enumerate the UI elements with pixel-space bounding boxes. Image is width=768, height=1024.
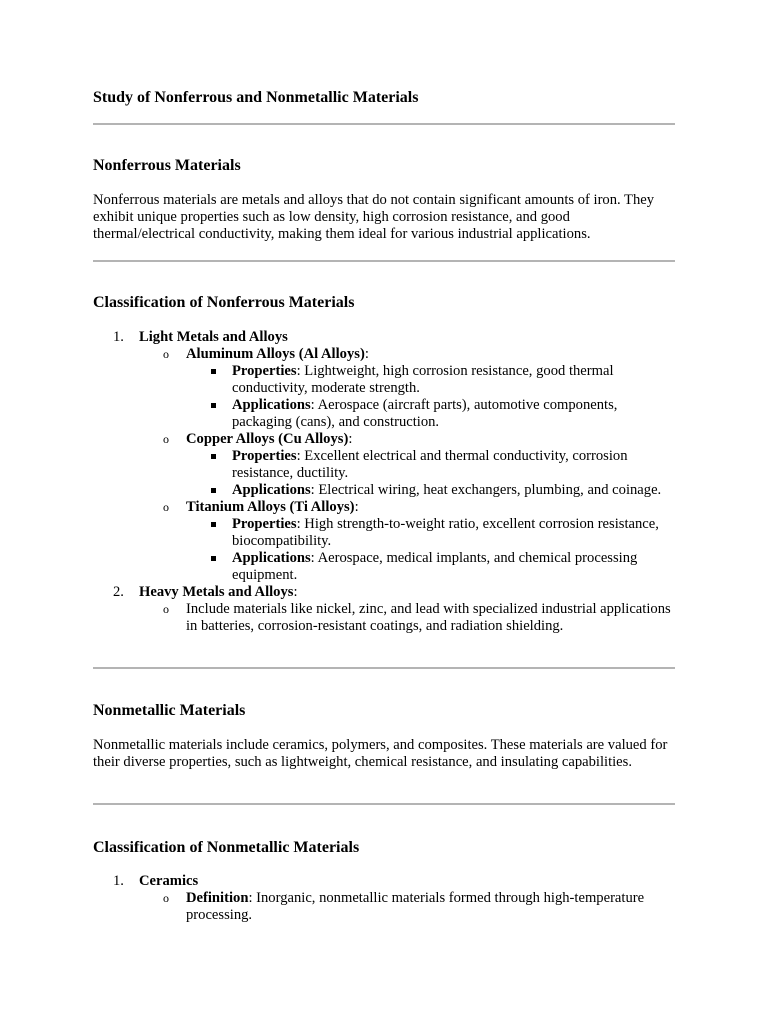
punctuation: : xyxy=(354,499,359,515)
list-item xyxy=(93,601,675,635)
punctuation: : xyxy=(364,346,369,362)
list-item-label: Titanium Alloys (Ti Alloys) xyxy=(186,499,355,515)
detail-list xyxy=(93,363,675,431)
detail-list xyxy=(93,516,675,584)
detail-label: Applications xyxy=(232,550,311,566)
divider xyxy=(93,667,675,669)
section-heading-classification-nonferrous: Classification of Nonferrous Materials xyxy=(93,294,355,311)
square-bullet-icon xyxy=(211,488,216,493)
sublist-container xyxy=(93,601,675,635)
list-item xyxy=(93,431,675,499)
list-item-text: Include materials like nickel, zinc, and lead with specialized industrial applications in batteries, corrosion-resistant coatings, and radiation shielding. xyxy=(186,601,671,634)
punctuation: : xyxy=(348,431,353,447)
sublist-container xyxy=(93,346,675,584)
hollow-bullet-icon: o xyxy=(163,432,169,446)
list-item xyxy=(93,329,675,346)
square-bullet-icon xyxy=(211,369,216,374)
list-item-label: Heavy Metals and Alloys xyxy=(139,584,294,600)
square-bullet-icon xyxy=(211,556,216,561)
detail-label: Applications xyxy=(232,397,311,413)
list-item-label: Ceramics xyxy=(139,873,199,889)
list-item xyxy=(93,584,675,601)
detail-text: : High strength-to-weight ratio, excellent corrosion resistance, biocompatibility. xyxy=(232,516,659,549)
hollow-bullet-icon: o xyxy=(163,602,169,616)
detail-text: : Lightweight, high corrosion resistance, good thermal conductivity, moderate strength. xyxy=(232,363,614,396)
hollow-bullet-icon: o xyxy=(163,500,169,514)
divider xyxy=(93,803,675,805)
detail-text: : Inorganic, nonmetallic materials formed through high-temperature processing. xyxy=(186,890,645,923)
section-heading-classification-nonmetallic: Classification of Nonmetallic Materials xyxy=(93,839,360,856)
sublist-container xyxy=(93,890,675,924)
detail-list xyxy=(93,448,675,499)
nonmetallic-paragraph: Nonmetallic materials include ceramics, polymers, and composites. These materials are valued for their diverse properties, such as lightweight, chemical resistance, and insulating capabilities. xyxy=(93,737,668,770)
list-item-label: Light Metals and Alloys xyxy=(139,329,288,345)
nonferrous-classification-list xyxy=(93,329,675,635)
hollow-bullet-icon: o xyxy=(163,347,169,361)
list-item-label: Copper Alloys (Cu Alloys) xyxy=(186,431,349,447)
nonmetallic-classification-list xyxy=(93,873,675,924)
section-heading-nonmetallic: Nonmetallic Materials xyxy=(93,702,246,719)
detail-label: Properties xyxy=(232,516,297,532)
section-heading-nonferrous: Nonferrous Materials xyxy=(93,157,241,174)
list-item xyxy=(93,516,675,550)
square-bullet-icon xyxy=(211,403,216,408)
detail-label: Properties xyxy=(232,363,297,379)
list-item xyxy=(93,363,675,397)
hollow-bullet-icon: o xyxy=(163,891,169,905)
list-item xyxy=(93,346,675,431)
list-number: 1. xyxy=(113,873,124,889)
ceramics-sublist xyxy=(93,890,675,924)
detail-text: : Excellent electrical and thermal conductivity, corrosion resistance, ductility. xyxy=(232,448,628,481)
divider xyxy=(93,260,675,262)
list-number: 2. xyxy=(113,584,124,600)
list-item xyxy=(93,890,675,924)
list-item xyxy=(93,448,675,482)
list-item xyxy=(93,397,675,431)
list-item xyxy=(93,550,675,584)
light-metals-sublist xyxy=(93,346,675,584)
list-item xyxy=(93,873,675,890)
list-item xyxy=(93,482,675,499)
list-item xyxy=(93,499,675,584)
square-bullet-icon xyxy=(211,522,216,527)
detail-label: Properties xyxy=(232,448,297,464)
list-number: 1. xyxy=(113,329,124,345)
nonferrous-paragraph: Nonferrous materials are metals and alloys that do not contain significant amounts of iron. They exhibit unique properties such as low density, high corrosion resistance, and good thermal/electrical conductivity, making them ideal for various industrial applications. xyxy=(93,192,655,242)
divider xyxy=(93,123,675,125)
detail-label: Applications xyxy=(232,482,311,498)
detail-text: : Electrical wiring, heat exchangers, plumbing, and coinage. xyxy=(310,482,662,498)
heavy-metals-sublist xyxy=(93,601,675,635)
detail-text: : Aerospace (aircraft parts), automotive components, packaging (cans), and construction. xyxy=(232,397,618,430)
punctuation: : xyxy=(293,584,298,600)
detail-text: : Aerospace, medical implants, and chemical processing equipment. xyxy=(232,550,638,583)
list-item-label: Aluminum Alloys (Al Alloys) xyxy=(186,346,365,362)
document-title: Study of Nonferrous and Nonmetallic Materials xyxy=(93,89,419,106)
square-bullet-icon xyxy=(211,454,216,459)
detail-label: Definition xyxy=(186,890,249,906)
